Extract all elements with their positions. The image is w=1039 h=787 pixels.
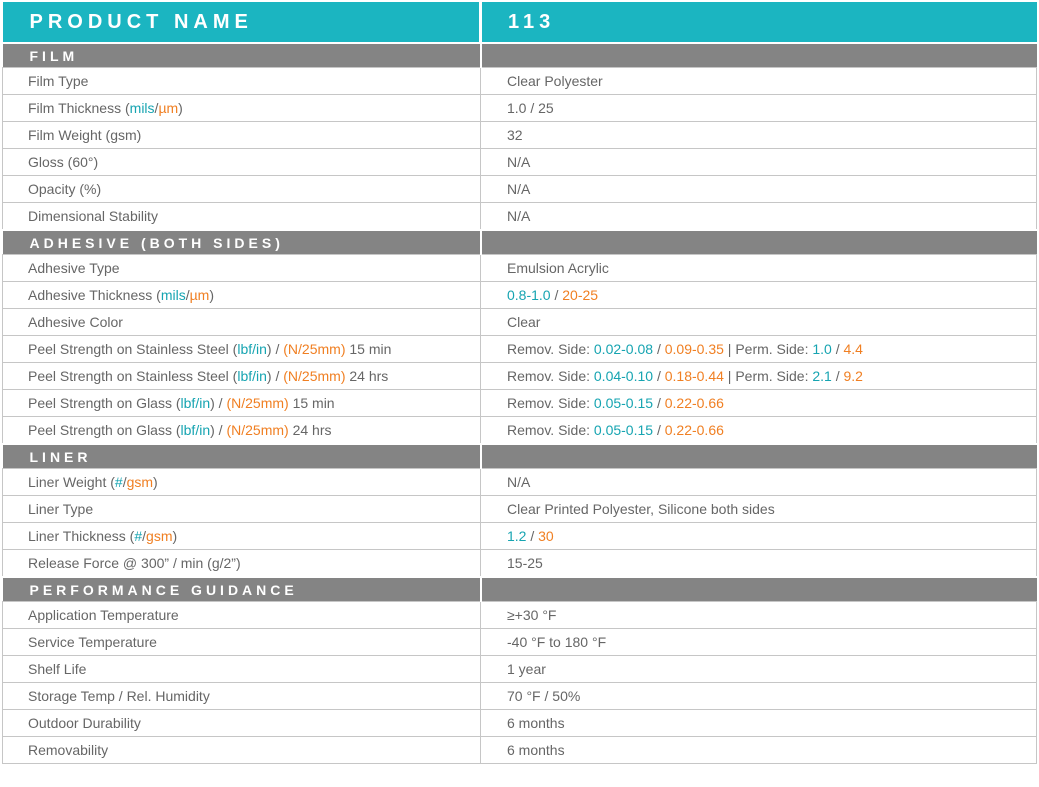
section-title: ADHESIVE (BOTH SIDES) bbox=[3, 230, 481, 255]
property-value bbox=[481, 523, 1037, 550]
teal-unit-text: 0.02-0.08 bbox=[593, 341, 654, 357]
cell-text: N/A bbox=[507, 181, 531, 197]
spec-table bbox=[2, 2, 1037, 764]
property-label bbox=[3, 68, 481, 95]
teal-unit-text: lbf/in bbox=[180, 395, 211, 411]
cell-text: Liner Thickness ( bbox=[28, 528, 135, 544]
table-row bbox=[3, 469, 1037, 496]
section-header-blank bbox=[481, 43, 1037, 68]
teal-unit-text: 0.04-0.10 bbox=[593, 368, 654, 384]
section-header-liner bbox=[3, 444, 1037, 469]
property-label bbox=[3, 629, 481, 656]
cell-text: / bbox=[122, 474, 127, 490]
table-row bbox=[3, 122, 1037, 149]
cell-text: / bbox=[550, 287, 563, 303]
cell-text: / bbox=[154, 100, 159, 116]
cell-text: Film Thickness ( bbox=[28, 100, 130, 116]
property-value bbox=[481, 122, 1037, 149]
cell-text: / bbox=[653, 395, 665, 411]
cell-text: N/A bbox=[507, 474, 531, 490]
property-value bbox=[481, 550, 1037, 578]
property-label bbox=[3, 309, 481, 336]
table-row bbox=[3, 336, 1037, 363]
cell-text: N/A bbox=[507, 208, 531, 224]
teal-unit-text: 1.2 bbox=[507, 528, 527, 544]
spec-table-body bbox=[3, 2, 1037, 764]
cell-text: Service Temperature bbox=[28, 634, 157, 650]
cell-text: Release Force @ 300” / min (g/2”) bbox=[28, 555, 241, 571]
property-label bbox=[3, 737, 481, 764]
property-label bbox=[3, 282, 481, 309]
orange-unit-text: 0.18-0.44 bbox=[664, 368, 724, 384]
orange-unit-text: 30 bbox=[538, 528, 554, 544]
section-title: PERFORMANCE GUIDANCE bbox=[3, 577, 481, 602]
orange-unit-text: 0.22-0.66 bbox=[664, 422, 724, 438]
table-row bbox=[3, 656, 1037, 683]
product-name-label: PRODUCT NAME bbox=[3, 2, 481, 43]
cell-text: ) / bbox=[266, 368, 284, 384]
table-row bbox=[3, 523, 1037, 550]
property-value bbox=[481, 255, 1037, 282]
cell-text: Liner Weight ( bbox=[28, 474, 115, 490]
cell-text: 15 min bbox=[288, 395, 335, 411]
cell-text: Peel Strength on Stainless Steel ( bbox=[28, 341, 238, 357]
cell-text: Adhesive Type bbox=[28, 260, 120, 276]
cell-text: / bbox=[653, 341, 665, 357]
orange-unit-text: 9.2 bbox=[843, 368, 863, 384]
section-header-adhesive-both-sides bbox=[3, 230, 1037, 255]
table-row bbox=[3, 255, 1037, 282]
teal-unit-text: 2.1 bbox=[812, 368, 832, 384]
property-label bbox=[3, 602, 481, 629]
property-value bbox=[481, 309, 1037, 336]
table-row bbox=[3, 176, 1037, 203]
teal-unit-text: 0.05-0.15 bbox=[593, 395, 654, 411]
cell-text: 70 °F / 50% bbox=[507, 688, 581, 704]
property-label bbox=[3, 469, 481, 496]
property-value bbox=[481, 390, 1037, 417]
cell-text: Adhesive Thickness ( bbox=[28, 287, 161, 303]
property-label bbox=[3, 550, 481, 578]
cell-text: ) bbox=[178, 100, 183, 116]
table-row bbox=[3, 602, 1037, 629]
cell-text: ) bbox=[172, 528, 178, 544]
cell-text: / bbox=[653, 422, 665, 438]
property-value bbox=[481, 710, 1037, 737]
table-row bbox=[3, 417, 1037, 445]
property-label bbox=[3, 122, 481, 149]
table-row bbox=[3, 629, 1037, 656]
cell-text: Storage Temp / Rel. Humidity bbox=[28, 688, 210, 704]
cell-text: 15 min bbox=[345, 341, 392, 357]
section-header-film bbox=[3, 43, 1037, 68]
cell-text: | Perm. Side: bbox=[723, 368, 813, 384]
property-label bbox=[3, 363, 481, 390]
cell-text: Emulsion Acrylic bbox=[507, 260, 609, 276]
cell-text: Shelf Life bbox=[28, 661, 87, 677]
orange-unit-text: (N/25mm) bbox=[226, 422, 289, 438]
orange-unit-text: (N/25mm) bbox=[283, 368, 346, 384]
table-row bbox=[3, 282, 1037, 309]
cell-text: Adhesive Color bbox=[28, 314, 123, 330]
property-value bbox=[481, 496, 1037, 523]
property-value bbox=[481, 95, 1037, 122]
orange-unit-text: 0.22-0.66 bbox=[664, 395, 724, 411]
table-row bbox=[3, 683, 1037, 710]
cell-text: Application Temperature bbox=[28, 607, 179, 623]
property-label bbox=[3, 176, 481, 203]
teal-unit-text: lbf/in bbox=[237, 341, 267, 357]
property-value bbox=[481, 737, 1037, 764]
cell-text: / bbox=[185, 287, 190, 303]
teal-unit-text: mils bbox=[129, 100, 155, 116]
cell-text: ≥+30 °F bbox=[507, 607, 557, 623]
orange-unit-text: 20-25 bbox=[562, 287, 599, 303]
teal-unit-text: # bbox=[114, 474, 123, 490]
table-row bbox=[3, 95, 1037, 122]
property-value bbox=[481, 176, 1037, 203]
property-label bbox=[3, 336, 481, 363]
property-value bbox=[481, 469, 1037, 496]
cell-text: ) / bbox=[266, 341, 284, 357]
cell-text: | Perm. Side: bbox=[723, 341, 813, 357]
cell-text: Remov. Side: bbox=[507, 368, 594, 384]
property-label bbox=[3, 656, 481, 683]
cell-text: 6 months bbox=[507, 742, 565, 758]
table-row bbox=[3, 737, 1037, 764]
table-row bbox=[3, 309, 1037, 336]
cell-text: Opacity (%) bbox=[28, 181, 102, 197]
property-value bbox=[481, 629, 1037, 656]
table-row bbox=[3, 68, 1037, 95]
property-label bbox=[3, 683, 481, 710]
property-label bbox=[3, 417, 481, 445]
cell-text: Removability bbox=[28, 742, 109, 758]
teal-unit-text: 1.0 bbox=[812, 341, 832, 357]
cell-text: Clear Printed Polyester, Silicone both sides bbox=[507, 501, 775, 517]
section-title: LINER bbox=[3, 444, 481, 469]
cell-text: Peel Strength on Glass ( bbox=[28, 422, 181, 438]
property-value bbox=[481, 203, 1037, 231]
spec-sheet bbox=[2, 2, 1036, 764]
property-label bbox=[3, 523, 481, 550]
orange-unit-text: (N/25mm) bbox=[283, 341, 346, 357]
property-label bbox=[3, 710, 481, 737]
cell-text: ) / bbox=[210, 395, 227, 411]
cell-text: 24 hrs bbox=[288, 422, 332, 438]
cell-text: / bbox=[653, 368, 665, 384]
teal-unit-text: 0.8-1.0 bbox=[507, 287, 551, 303]
cell-text: 1 year bbox=[507, 661, 546, 677]
cell-text: 24 hrs bbox=[345, 368, 389, 384]
cell-text: -40 °F to 180 °F bbox=[507, 634, 607, 650]
orange-unit-text: µm bbox=[158, 100, 179, 116]
cell-text: Film Type bbox=[28, 73, 89, 89]
cell-text: Peel Strength on Stainless Steel ( bbox=[28, 368, 238, 384]
property-value bbox=[481, 683, 1037, 710]
property-value bbox=[481, 336, 1037, 363]
orange-unit-text: gsm bbox=[146, 528, 173, 544]
property-label bbox=[3, 496, 481, 523]
cell-text: 15-25 bbox=[507, 555, 543, 571]
orange-unit-text: µm bbox=[189, 287, 210, 303]
cell-text: / bbox=[142, 528, 147, 544]
table-row bbox=[3, 363, 1037, 390]
section-header-blank bbox=[481, 444, 1037, 469]
table-row bbox=[3, 710, 1037, 737]
orange-unit-text: 0.09-0.35 bbox=[664, 341, 724, 357]
teal-unit-text: # bbox=[134, 528, 143, 544]
cell-text: 1.0 / 25 bbox=[507, 100, 554, 116]
table-row bbox=[3, 496, 1037, 523]
orange-unit-text: gsm bbox=[126, 474, 154, 490]
cell-text: ) / bbox=[210, 422, 227, 438]
table-row bbox=[3, 390, 1037, 417]
property-label bbox=[3, 149, 481, 176]
cell-text: Remov. Side: bbox=[507, 395, 594, 411]
teal-unit-text: lbf/in bbox=[237, 368, 267, 384]
cell-text: Dimensional Stability bbox=[28, 208, 158, 224]
property-label bbox=[3, 95, 481, 122]
product-header-row bbox=[3, 2, 1037, 43]
product-name-value: 113 bbox=[481, 2, 1037, 43]
cell-text: Clear bbox=[507, 314, 541, 330]
property-value bbox=[481, 602, 1037, 629]
cell-text: Liner Type bbox=[28, 501, 94, 517]
cell-text: ) bbox=[153, 474, 158, 490]
property-value bbox=[481, 656, 1037, 683]
cell-text: Gloss (60°) bbox=[28, 154, 99, 170]
cell-text: Remov. Side: bbox=[507, 341, 594, 357]
cell-text: N/A bbox=[507, 154, 531, 170]
table-row bbox=[3, 550, 1037, 578]
cell-text: Remov. Side: bbox=[507, 422, 594, 438]
cell-text: Peel Strength on Glass ( bbox=[28, 395, 181, 411]
teal-unit-text: lbf/in bbox=[180, 422, 211, 438]
cell-text: 6 months bbox=[507, 715, 565, 731]
property-value bbox=[481, 149, 1037, 176]
cell-text: Film Weight (gsm) bbox=[28, 127, 142, 143]
orange-unit-text: 4.4 bbox=[843, 341, 863, 357]
property-value bbox=[481, 282, 1037, 309]
cell-text: / bbox=[831, 368, 844, 384]
section-header-blank bbox=[481, 577, 1037, 602]
cell-text: / bbox=[831, 341, 844, 357]
section-title: FILM bbox=[3, 43, 481, 68]
cell-text: / bbox=[526, 528, 539, 544]
teal-unit-text: mils bbox=[160, 287, 186, 303]
property-label bbox=[3, 255, 481, 282]
property-label bbox=[3, 203, 481, 231]
section-header-performance-guidance bbox=[3, 577, 1037, 602]
table-row bbox=[3, 203, 1037, 231]
table-row bbox=[3, 149, 1037, 176]
cell-text: Clear Polyester bbox=[507, 73, 603, 89]
property-value bbox=[481, 417, 1037, 445]
property-label bbox=[3, 390, 481, 417]
property-value bbox=[481, 68, 1037, 95]
orange-unit-text: (N/25mm) bbox=[226, 395, 289, 411]
property-value bbox=[481, 363, 1037, 390]
teal-unit-text: 0.05-0.15 bbox=[593, 422, 654, 438]
cell-text: ) bbox=[209, 287, 214, 303]
section-header-blank bbox=[481, 230, 1037, 255]
cell-text: Outdoor Durability bbox=[28, 715, 141, 731]
cell-text: 32 bbox=[507, 127, 523, 143]
